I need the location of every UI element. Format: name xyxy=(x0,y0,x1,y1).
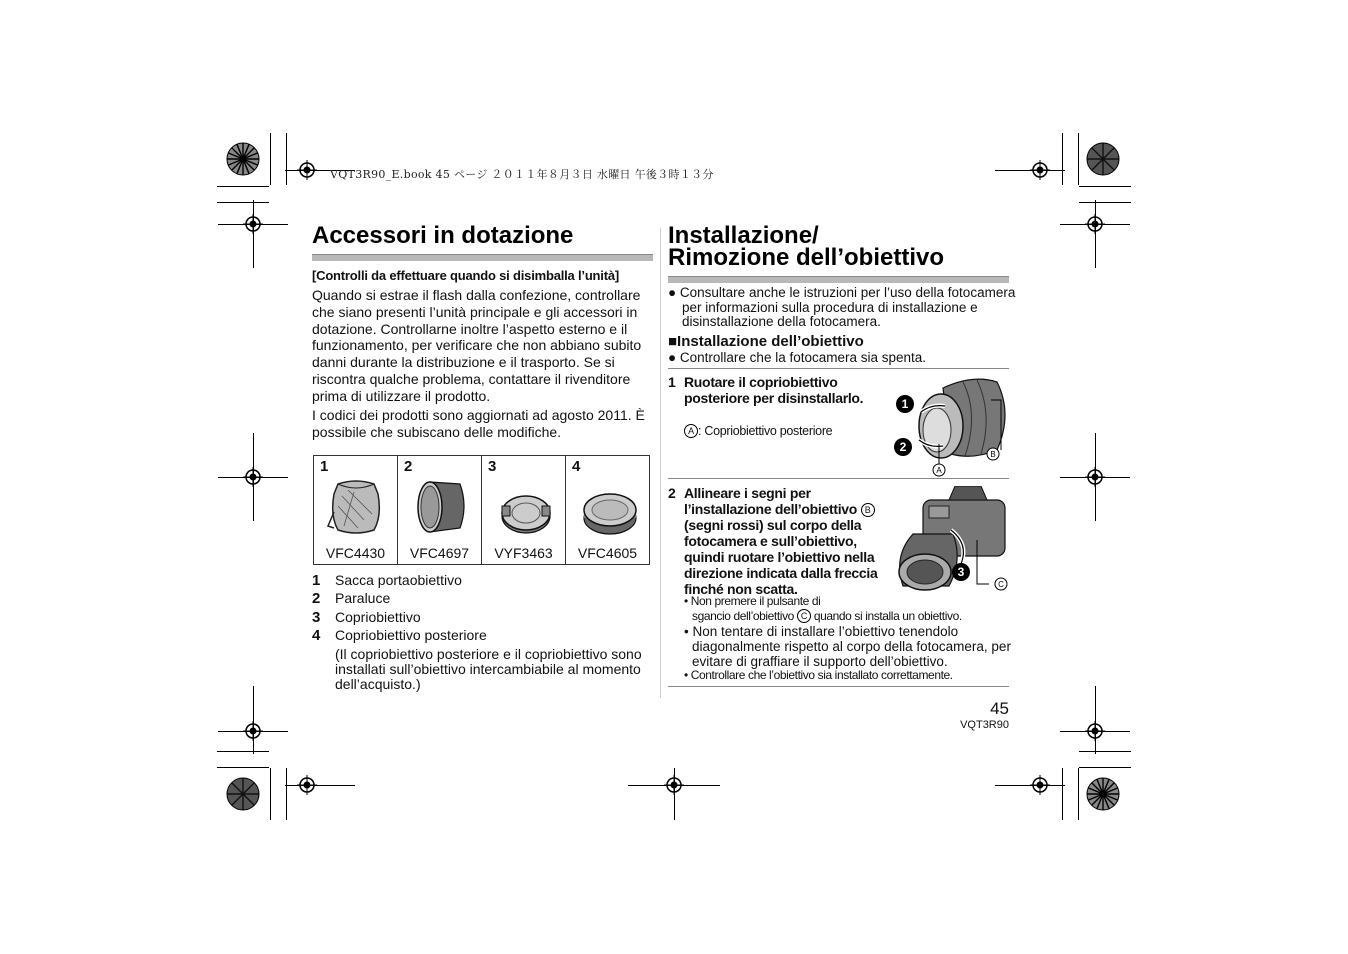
rear-lens-cap-icon xyxy=(576,476,640,536)
step-divider xyxy=(668,368,1009,369)
marker-1-text: 1 xyxy=(901,397,909,411)
callout-b-text: B xyxy=(990,450,996,459)
step-divider xyxy=(668,686,1009,687)
callout-b-badge: B xyxy=(861,503,875,517)
registration-target-icon xyxy=(243,214,263,234)
list-item: 2 Paraluce xyxy=(312,590,391,607)
step1-title: Ruotare il copriobiettivo posteriore per disinstallarlo. xyxy=(684,374,864,406)
lens-mounting-illustration xyxy=(893,486,1011,592)
registration-target-icon xyxy=(1085,721,1105,741)
accessory-code: VYF3463 xyxy=(494,545,553,561)
note-check-installed: • Controllare che l’obiettivo sia installato correttamente. xyxy=(684,668,953,682)
registration-target-icon xyxy=(1030,775,1050,795)
section-title-line2: Rimozione dell’obiettivo xyxy=(668,244,945,271)
step-number: 2 xyxy=(668,485,676,501)
column-divider xyxy=(660,228,661,698)
registration-target-icon xyxy=(1085,467,1105,487)
rear-cap-removal-illustration xyxy=(893,374,1011,478)
callout-c-text: C xyxy=(998,580,1004,589)
accessory-number: 2 xyxy=(404,458,413,475)
accessory-cell xyxy=(482,456,566,565)
title-rule xyxy=(312,254,653,261)
accessory-cell xyxy=(398,456,482,565)
color-target-icon xyxy=(1086,777,1120,811)
intro-paragraph: Quando si estrae il flash dalla confezione, controllare che siano presenti l’unità principale e gli accessori in dotazione. Controllarne inoltre l’aspetto esterno e il funzionamento, per verificare che non abbiano subito danni durante la distribuzione e il trasporto. Se si riscontra qualche problema, contattare il rivenditore prima di utilizzare il prodotto. xyxy=(312,287,642,404)
bullet-camera-off: ● Controllare che la fotocamera sia spenta. xyxy=(668,350,927,365)
note-diagonal: • Non tentare di installare l’obiettivo tenendolo diagonalmente rispetto al corpo della fotocamera, per evitare di graffiare il supporto dell’obiettivo. xyxy=(684,624,1011,669)
step1-label: A : Copriobiettivo posteriore xyxy=(684,424,832,438)
title-rule xyxy=(668,276,1009,283)
marker-3-text: 3 xyxy=(957,565,965,579)
accessory-cell xyxy=(314,456,398,565)
accessories-table xyxy=(313,455,650,565)
accessory-number: 1 xyxy=(320,458,329,475)
callout-a-text: A xyxy=(936,466,942,475)
section-title-line1: Installazione/ xyxy=(668,222,819,249)
accessory-cell xyxy=(566,456,650,565)
bullet-instructions: ● Consultare anche le istruzioni per l’uso della fotocamera per informazioni sulla procedura di installazione e disinstallazione della fotocamera. xyxy=(668,285,1016,329)
list-note: (Il copriobiettivo posteriore e il copriobiettivo sono installati sull’obiettivo intercambiabile al momento dell’acquisto.) xyxy=(335,646,642,692)
sub-heading: ■Installazione dell’obiettivo xyxy=(668,333,864,350)
lens-hood-icon xyxy=(408,476,472,536)
callout-c-badge: C xyxy=(797,609,811,623)
accessory-number: 4 xyxy=(572,458,581,475)
page-number: 45 xyxy=(990,699,1009,718)
registration-target-icon xyxy=(243,467,263,487)
accessory-number: 3 xyxy=(488,458,497,475)
list-item: 1 Sacca portaobiettivo xyxy=(312,572,462,589)
color-target-icon xyxy=(226,777,260,811)
registration-target-icon xyxy=(664,775,684,795)
callout-a-badge: A xyxy=(684,424,698,438)
note-release-button-a: • Non premere il pulsante di xyxy=(684,594,821,608)
list-item: 4 Copriobiettivo posteriore xyxy=(312,627,487,644)
print-header: VQT3R90_E.book 45 ページ ２０１１年８月３日 水曜日 午後３時１３分 xyxy=(330,168,714,181)
check-heading: [Controlli da effettuare quando si disimballa l’unità] xyxy=(312,268,620,283)
color-target-icon xyxy=(226,142,260,176)
lens-cap-icon xyxy=(492,476,556,536)
list-item: 3 Copriobiettivo xyxy=(312,609,421,626)
registration-target-icon xyxy=(1030,160,1050,180)
step-divider xyxy=(668,478,1009,479)
accessory-code: VFC4697 xyxy=(409,545,470,561)
step-number: 1 xyxy=(668,374,676,390)
registration-target-icon xyxy=(1085,214,1105,234)
section-title-accessories: Accessori in dotazione xyxy=(312,222,574,249)
registration-target-icon xyxy=(243,721,263,741)
codes-note-paragraph: I codici dei prodotti sono aggiornati ad agosto 2011. È possibile che subiscano delle modifiche. xyxy=(312,407,645,440)
marker-2-text: 2 xyxy=(899,440,907,454)
document-code: VQT3R90 xyxy=(960,719,1009,731)
registration-target-icon xyxy=(297,160,317,180)
lens-pouch-icon xyxy=(324,476,388,536)
accessory-code: VFC4605 xyxy=(577,545,638,561)
note-release-button-b: sgancio dell’obiettivo C quando si installa un obiettivo. xyxy=(692,609,962,623)
step2-title: Allineare i segni per l’installazione dell’obiettivo B (segni rossi) sul corpo della fotocamera e sull’obiettivo, quindi ruotare l’obiettivo nella direzione indicata dalla freccia finché non scatta. xyxy=(684,485,878,597)
accessory-code: VFC4430 xyxy=(325,545,386,561)
registration-target-icon xyxy=(297,775,317,795)
color-target-icon xyxy=(1086,142,1120,176)
